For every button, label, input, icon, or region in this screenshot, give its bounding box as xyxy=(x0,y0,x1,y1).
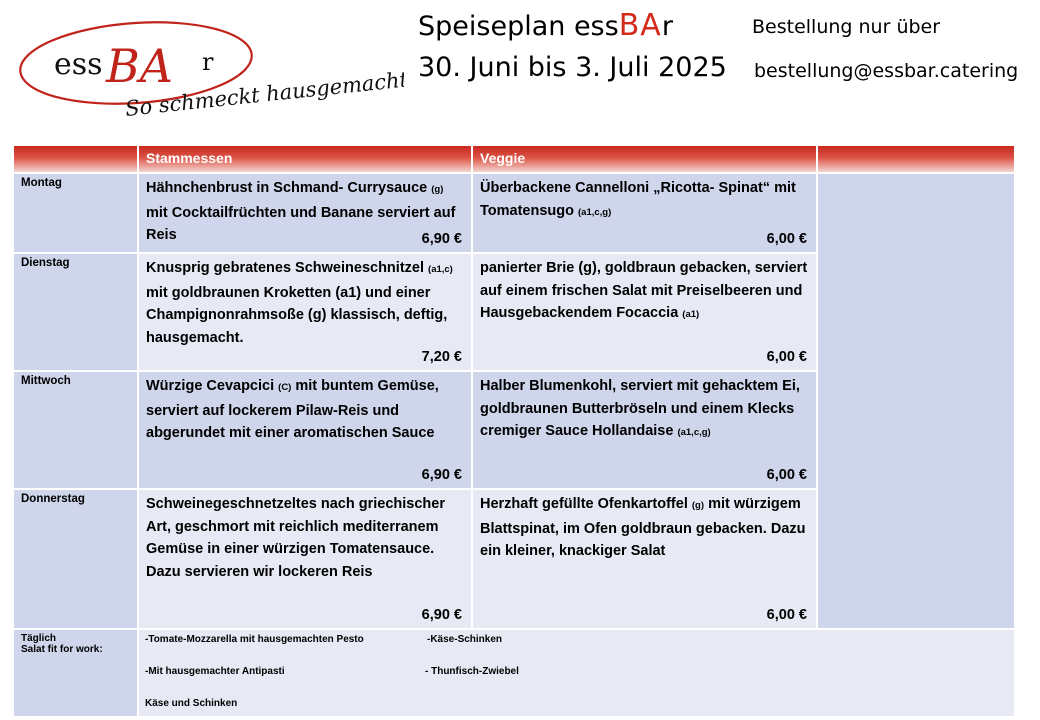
dish-text: Schweinegeschnetzeltes nach griechischer Art, geschmort mit reichlich mediterranem Gemüse in einer würzigen Tomatensauce. Dazu servieren wir lockeren Reis xyxy=(146,496,445,580)
logo-slogan: So schmeckt hausgemacht xyxy=(124,67,404,121)
price: 6,90 € xyxy=(421,230,462,247)
veggie-cell xyxy=(472,173,817,253)
page-title: Speiseplan essBAr xyxy=(418,8,673,43)
daily-item: -Mit hausgemachter Antipasti xyxy=(145,666,285,677)
price: 6,90 € xyxy=(421,466,462,483)
daily-label-line1: Täglich xyxy=(21,633,57,644)
header-cell-extra xyxy=(817,145,1015,173)
logo-ess: ess xyxy=(54,47,103,82)
stammessen-cell xyxy=(138,371,472,489)
menu-table xyxy=(12,144,1016,718)
essbar-logo xyxy=(14,14,404,129)
header-cell-stammessen: Stammessen xyxy=(138,145,472,173)
stammessen-cell xyxy=(138,489,472,629)
daily-item: -Tomate-Mozzarella mit hausgemachten Pesto xyxy=(145,634,364,645)
daily-items-cell xyxy=(138,629,1015,717)
price: 6,00 € xyxy=(766,230,807,247)
price: 6,00 € xyxy=(766,348,807,365)
dish-text: Knusprig gebratenes Schweineschnitzel (a1,c) mit goldbraunen Kroketten (a1) und einer Champignonrahmsoße (g) klassisch, deftig, hausgemacht. xyxy=(146,260,453,346)
dish-text: Herzhaft gefüllte Ofenkartoffel (g) mit würzigem Blattspinat, im Ofen goldbraun gebacken. Dazu ein kleiner, knackiger Salat xyxy=(480,496,806,559)
daily-item: Käse und Schinken xyxy=(145,698,238,709)
order-note: Bestellung nur über xyxy=(752,16,941,38)
veggie-cell xyxy=(472,489,817,629)
dish-text: Überbackene Cannelloni „Ricotta- Spinat“ mit Tomatensugo (a1,c,g) xyxy=(480,180,796,219)
table-header-row xyxy=(13,145,1015,173)
dish-text: Halber Blumenkohl, serviert mit gehacktem Ei, goldbraunen Butterbröseln und einem Klecks cremiger Sauce Hollandaise (a1,c,g) xyxy=(480,378,800,439)
stammessen-cell xyxy=(138,253,472,371)
veggie-cell xyxy=(472,371,817,489)
header-cell-veggie: Veggie xyxy=(472,145,817,173)
logo-ba: BA xyxy=(106,39,174,93)
day-cell: Mittwoch xyxy=(13,371,138,489)
dish-text: Hähnchenbrust in Schmand- Currysauce (g) mit Cocktailfrüchten und Banane serviert auf Reis xyxy=(146,180,456,243)
day-cell: Montag xyxy=(13,173,138,253)
price: 6,90 € xyxy=(421,606,462,623)
day-cell: Dienstag xyxy=(13,253,138,371)
stammessen-cell xyxy=(138,173,472,253)
order-email-link[interactable]: bestellung@essbar.catering xyxy=(754,60,1019,82)
price: 6,00 € xyxy=(766,606,807,623)
dish-text: panierter Brie (g), goldbraun gebacken, serviert auf einem frischen Salat mit Preiselbeeren und Hausgebackendem Focaccia (a1) xyxy=(480,260,808,321)
empty-side-cell xyxy=(817,173,1015,629)
price: 7,20 € xyxy=(421,348,462,365)
day-cell: Donnerstag xyxy=(13,489,138,629)
date-range: 30. Juni bis 3. Juli 2025 xyxy=(418,52,727,83)
veggie-cell xyxy=(472,253,817,371)
header-cell-day xyxy=(13,145,138,173)
daily-label-cell xyxy=(13,629,138,717)
logo-r: r xyxy=(202,48,214,76)
daily-salad-row xyxy=(13,629,1015,717)
dish-text: Würzige Cevapcici (C) mit buntem Gemüse, serviert auf lockerem Pilaw-Reis und abgerundet mit einer aromatischen Sauce xyxy=(146,378,439,441)
price: 6,00 € xyxy=(766,466,807,483)
daily-item: - Thunfisch-Zwiebel xyxy=(425,666,519,677)
daily-item: -Käse-Schinken xyxy=(427,634,503,645)
table-row xyxy=(13,173,1015,253)
daily-label-line2: Salat fit for work: xyxy=(21,644,103,655)
